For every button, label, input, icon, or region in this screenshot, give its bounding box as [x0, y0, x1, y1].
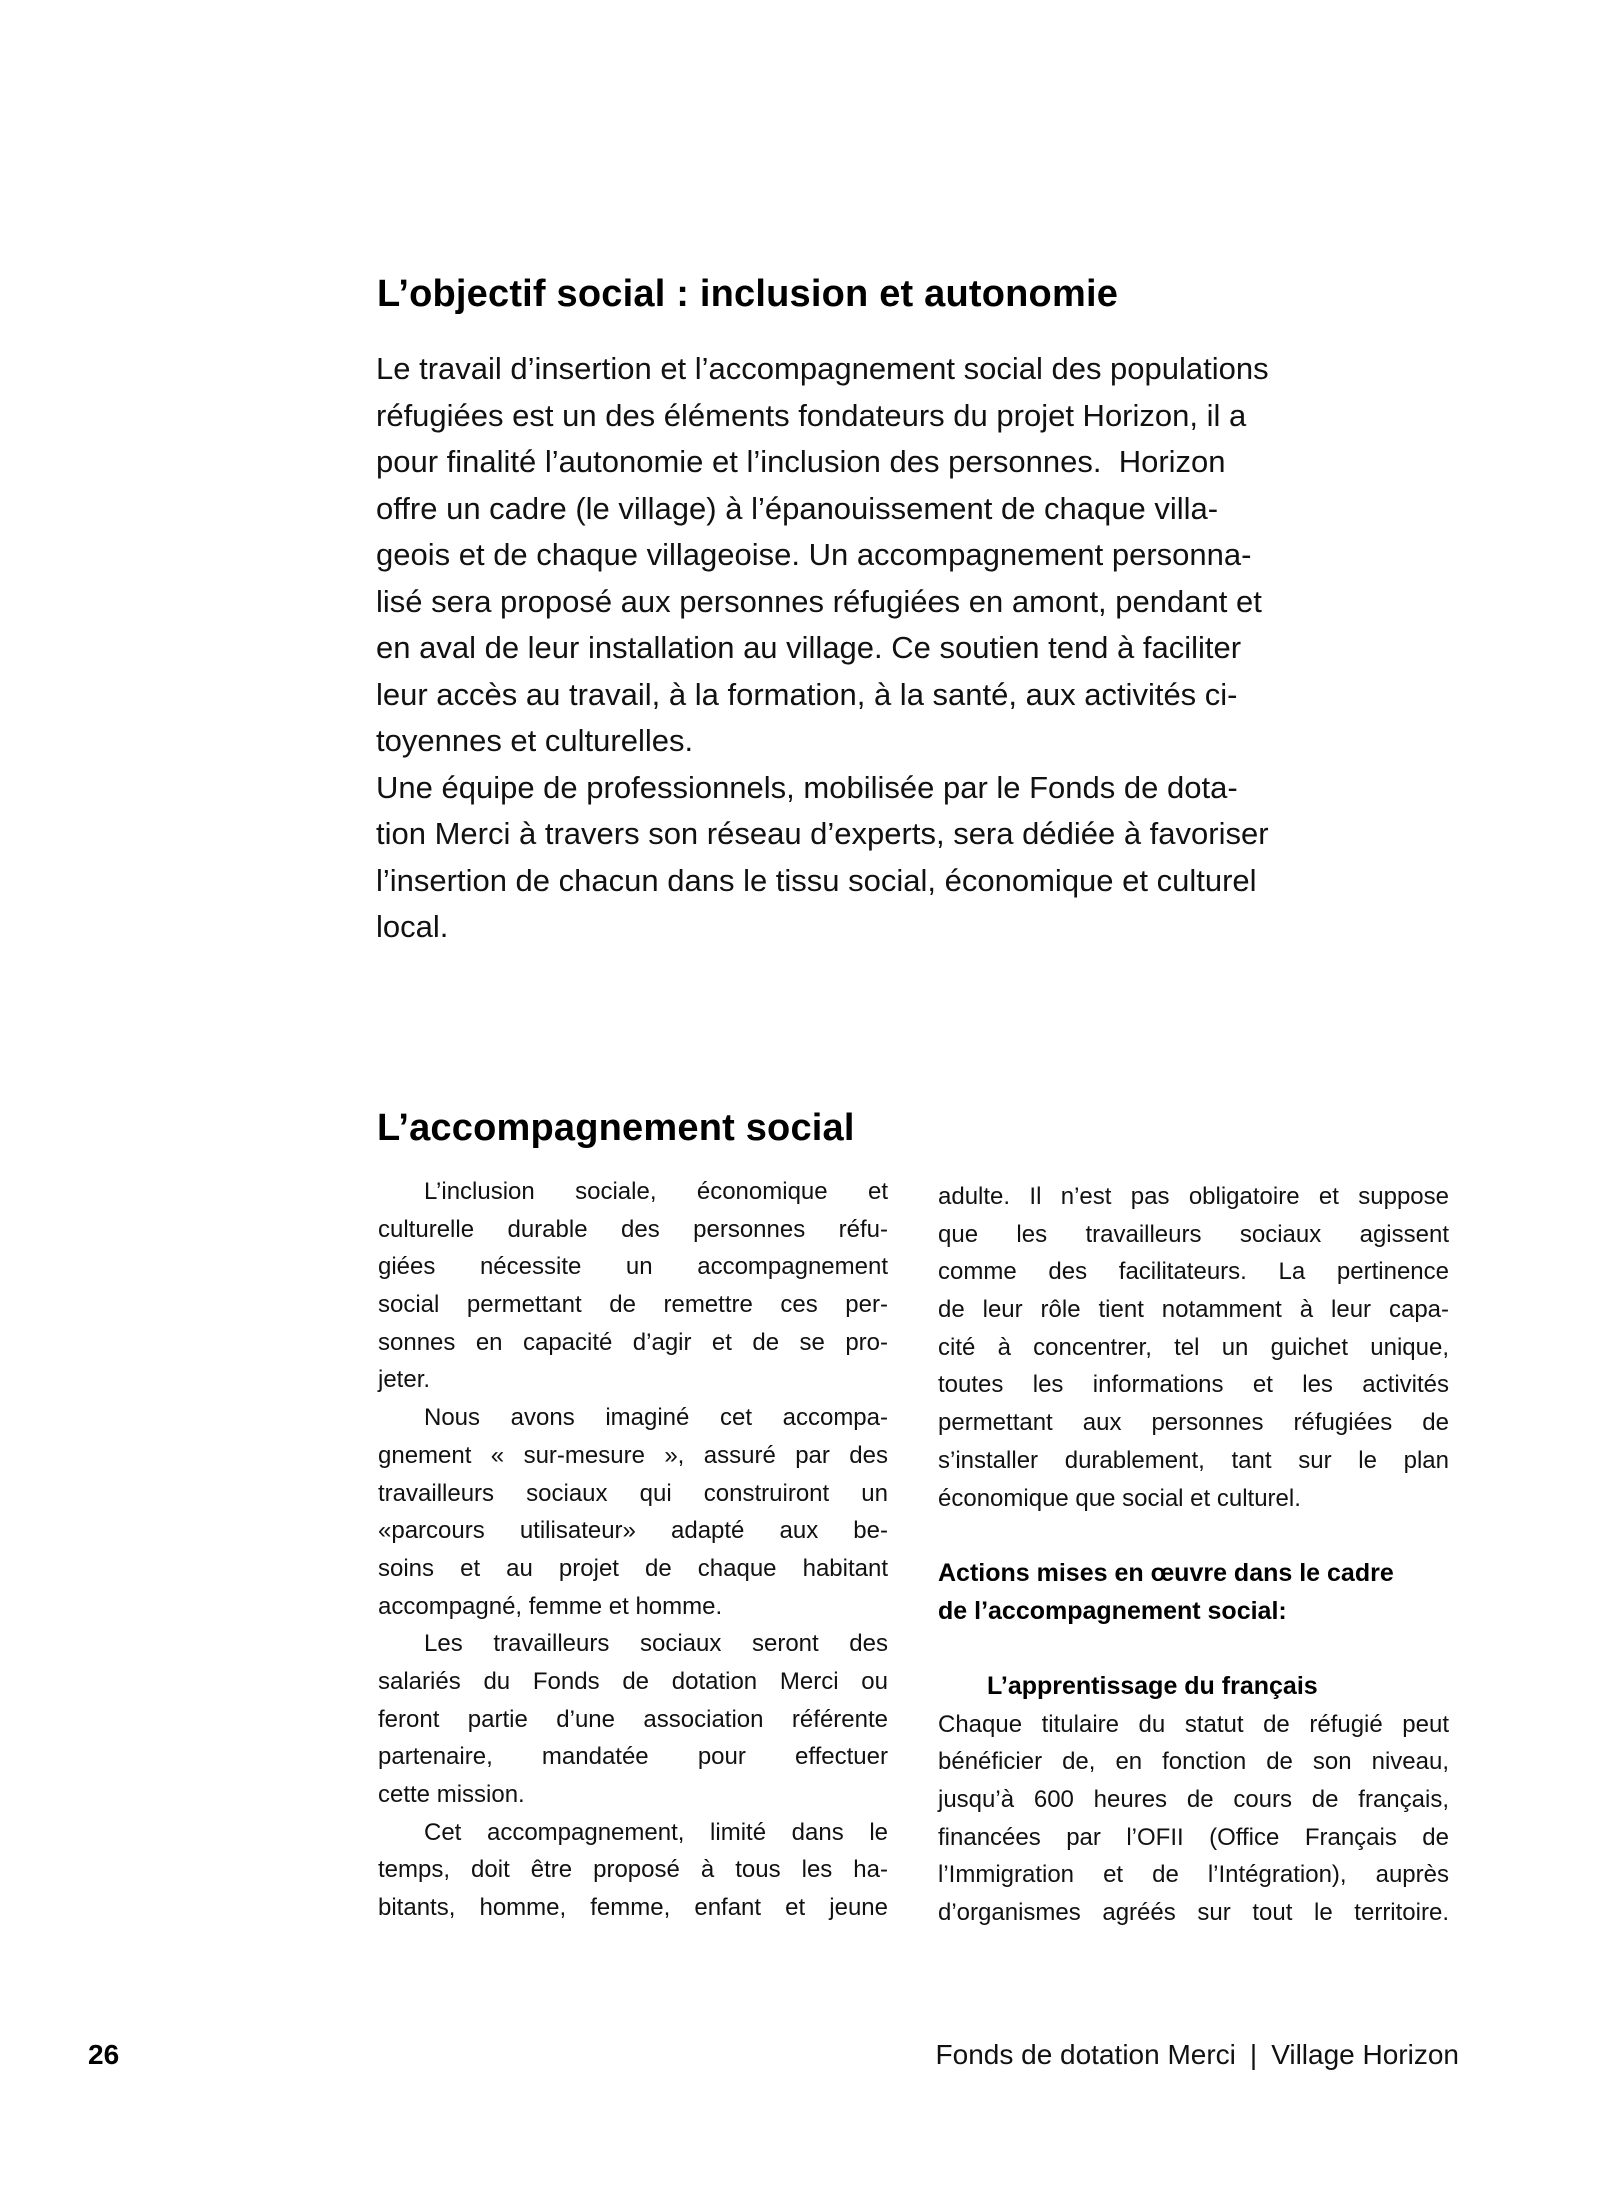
- section-heading-accompagnement-social: L’accompagnement social: [377, 1106, 855, 1149]
- body-text-line: pour finalité l’autonomie et l’inclusion des personnes. Horizon: [376, 444, 1226, 479]
- column-text-line: sonnes en capacité d’agir et de se pro-: [378, 1328, 888, 1356]
- column-text-line: que les travailleurs sociaux agissent: [938, 1220, 1449, 1248]
- column-text-line: travailleurs sociaux qui construiront un: [378, 1479, 888, 1507]
- column-text-line: Cet accompagnement, limité dans le: [424, 1818, 888, 1846]
- footer-separator: |: [1249, 2039, 1258, 2070]
- column-text-line: accompagné, femme et homme.: [378, 1592, 723, 1620]
- body-text-line: l’insertion de chacun dans le tissu social, économique et culturel: [376, 862, 1257, 898]
- body-text-line: réfugiées est un des éléments fondateurs du projet Horizon, il a: [376, 397, 1247, 433]
- column-text-line: toutes les informations et les activités: [938, 1371, 1449, 1399]
- footer-publication: Fonds de dotation Merci: [935, 2039, 1236, 2070]
- body-text-line: toyennes et culturelles.: [376, 723, 694, 758]
- column-text-line: gnement « sur-mesure », assuré par des: [378, 1441, 888, 1469]
- column-text-line: feront partie d’une association référente: [378, 1705, 888, 1733]
- body-text-line: geois et de chaque villageoise. Un accompagnement personna-: [376, 537, 1252, 572]
- body-text-line: Une équipe de professionnels, mobilisée par le Fonds de dota-: [376, 769, 1238, 805]
- actions-subheading: Actions mises en œuvre dans le cadre: [938, 1558, 1394, 1587]
- column-text-line: jeter.: [378, 1366, 431, 1394]
- column-text-line: Nous avons imaginé cet accompa-: [424, 1404, 888, 1432]
- left-column: [378, 1173, 888, 1927]
- blank-line: [938, 1630, 1449, 1668]
- column-text-line: cité à concentrer, tel un guichet unique,: [938, 1333, 1449, 1361]
- body-text-line: local.: [376, 909, 449, 944]
- column-text-line: bitants, homme, femme, enfant et jeune: [378, 1894, 888, 1922]
- page-number: 26: [88, 2039, 120, 2070]
- column-text-line: partenaire, mandatée pour effectuer: [378, 1743, 888, 1771]
- column-text-line: «parcours utilisateur» adapté aux be-: [378, 1517, 888, 1545]
- column-text-line: giées nécessite un accompagnement: [378, 1253, 888, 1281]
- column-text-line: social permettant de remettre ces per-: [378, 1291, 888, 1319]
- body-text-line: lisé sera proposé aux personnes réfugiées en amont, pendant et: [376, 583, 1262, 619]
- column-text-line: Les travailleurs sociaux seront des: [424, 1630, 888, 1658]
- body-text-line: en aval de leur installation au village. Ce soutien tend à faciliter: [376, 630, 1242, 665]
- body-text-line: tion Merci à travers son réseau d’experts, sera dédiée à favoriser: [376, 816, 1269, 851]
- body-text-line: Le travail d’insertion et l’accompagnement social des populations: [376, 351, 1269, 386]
- column-text-line: L’inclusion sociale, économique et: [424, 1178, 888, 1205]
- column-text-line: s’installer durablement, tant sur le plan: [938, 1446, 1449, 1474]
- body-text-line: leur accès au travail, à la formation, à la santé, aux activités ci-: [376, 676, 1238, 712]
- column-text-line: d’organismes agréés sur tout le territoire.: [938, 1899, 1449, 1927]
- column-text-line: temps, doit être proposé à tous les ha-: [378, 1856, 888, 1884]
- column-text-line: de leur rôle tient notamment à leur capa-: [938, 1296, 1449, 1324]
- intro-paragraph: [376, 346, 1476, 951]
- body-text-line: offre un cadre (le village) à l’épanouissement de chaque villa-: [376, 490, 1219, 526]
- column-text-line: adulte. Il n’est pas obligatoire et suppose: [938, 1183, 1449, 1210]
- column-text-line: jusqu’à 600 heures de cours de français,: [938, 1786, 1449, 1813]
- blank-line: [938, 1517, 1449, 1555]
- running-footer: [936, 2038, 1459, 2072]
- column-text-line: financées par l’OFII (Office Français de: [938, 1823, 1449, 1851]
- column-text-line: économique que social et culturel.: [938, 1484, 1301, 1512]
- right-column: [938, 1178, 1449, 1932]
- column-text-line: comme des facilitateurs. La pertinence: [938, 1258, 1449, 1286]
- subsection-heading-apprentissage: L’apprentissage du français: [987, 1671, 1318, 1700]
- footer-project: Village Horizon: [1271, 2039, 1459, 2070]
- column-text-line: cette mission.: [378, 1781, 525, 1808]
- column-text-line: permettant aux personnes réfugiées de: [938, 1409, 1449, 1437]
- actions-subheading: de l’accompagnement social:: [938, 1596, 1287, 1625]
- column-text-line: soins et au projet de chaque habitant: [378, 1554, 888, 1582]
- column-text-line: salariés du Fonds de dotation Merci ou: [378, 1667, 888, 1695]
- column-text-line: l’Immigration et de l’Intégration), auprès: [938, 1861, 1449, 1889]
- column-text-line: culturelle durable des personnes réfu-: [378, 1215, 888, 1243]
- section-heading-objectif-social: L’objectif social : inclusion et autonomie: [377, 273, 1119, 316]
- column-text-line: bénéficier de, en fonction de son niveau,: [938, 1748, 1449, 1776]
- column-text-line: Chaque titulaire du statut de réfugié peut: [938, 1710, 1449, 1738]
